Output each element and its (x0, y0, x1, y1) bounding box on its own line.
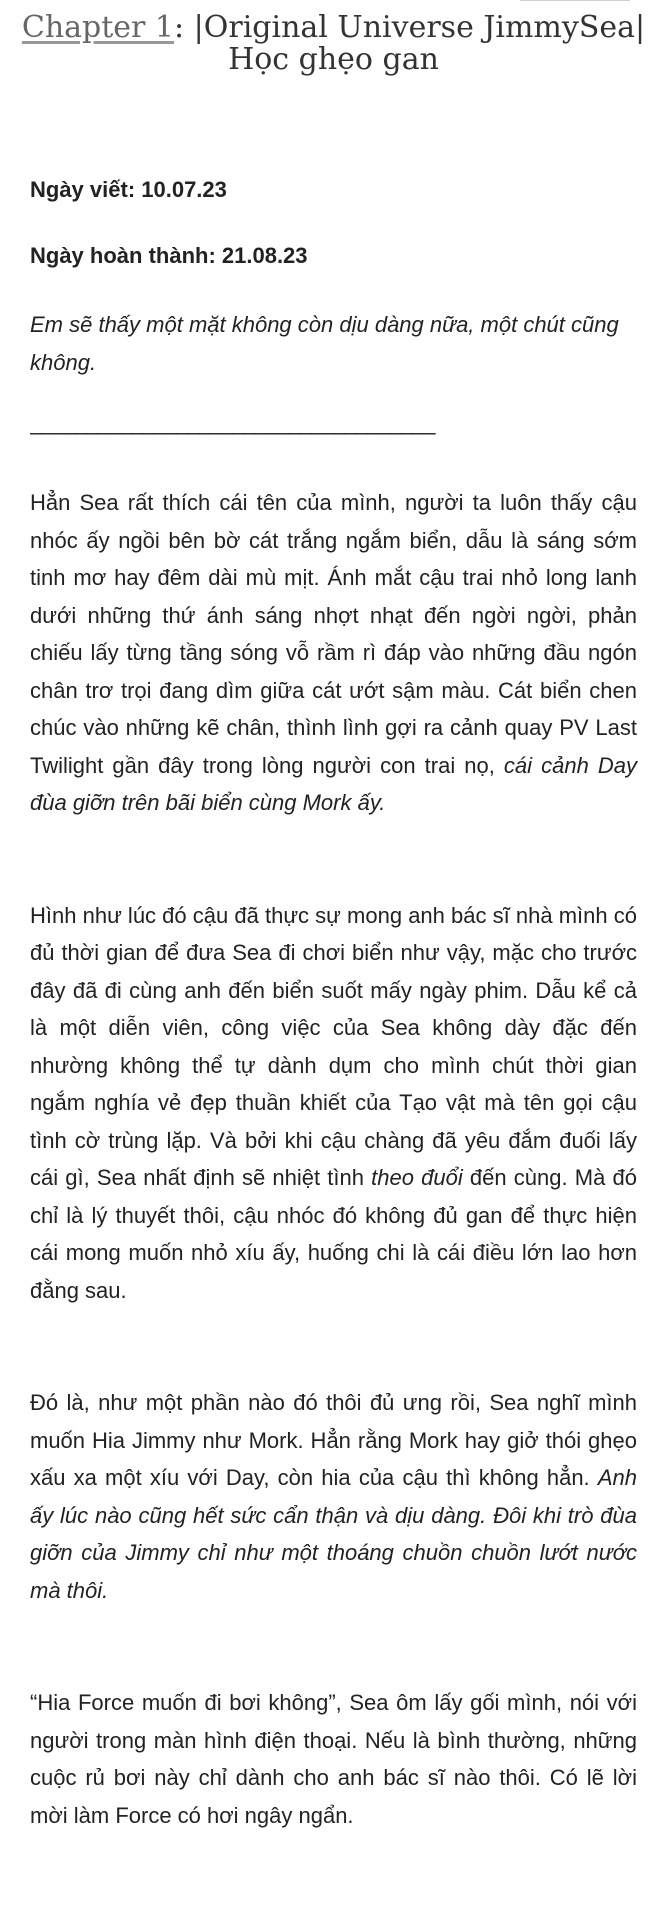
paragraph-4-text: “Hia Force muốn đi bơi không”, Sea ôm lấy gối mình, nói với người trong màn hình điện thoại. Nếu là bình thường, những cuộc rủ bơi này chỉ dành cho anh bác sĩ nào thôi. Có lẽ lời mời làm Force có hơi ngây ngẩn. (30, 1690, 637, 1828)
date-completed: Ngày hoàn thành: 21.08.23 (30, 243, 308, 268)
paragraph-3 (30, 1384, 637, 1609)
paragraph-2 (30, 897, 637, 1310)
chapter-title-text: : |Original Universe JimmySea| Học ghẹo gan (174, 10, 646, 77)
paragraph-2-text: Hình như lúc đó cậu đã thực sự mong anh bác sĩ nhà mình có đủ thời gian để đưa Sea đi chơi biển như vậy, mặc cho trước đây đã đi cùng anh đến biển suốt mấy ngày phim. Dẫu kể cả là một diễn viên, công việc của Sea không dày đặc đến nhường không thể tự dành dụm cho mình chút thời gian ngắm nghía vẻ đẹp thuần khiết của Tạo vật mà tên gọi cậu tình cờ trùng lặp. Và bởi khi cậu chàng đã yêu đắm đuối lấy cái gì, Sea nhất định sẽ nhiệt tình (30, 902, 637, 1190)
chapter-content (30, 176, 637, 1834)
epigraph: Em sẽ thấy một mặt không còn dịu dàng nữa, một chút cũng không. (30, 312, 619, 375)
paragraph-1 (30, 484, 637, 822)
chapter-link[interactable]: Chapter 1 (21, 10, 175, 45)
chapter-title (0, 12, 667, 76)
paragraph-1-italic: cái cảnh Day đùa giỡn trên bãi biển cùng Mork ấy. (30, 752, 637, 815)
paragraph-1-text: Hẳn Sea rất thích cái tên của mình, người ta luôn thấy cậu nhóc ấy ngồi bên bờ cát trắng ngắm biển, dẫu là sáng sớm tinh mơ hay đêm dài mù mịt. Ánh mắt cậu trai nhỏ long lanh dưới những thứ ánh sáng nhợt nhạt đến ngời ngời, phản chiếu lấy từng tầng sóng vỗ rầm rì đáp vào những đầu ngón chân trơ trọi đang dìm giữa cát ướt sậm màu. Cát biển chen chúc vào những kẽ chân, thình lình gợi ra cảnh quay PV Last Twilight gần đây trong lòng người con trai nọ, (30, 490, 637, 778)
paragraph-4 (30, 1684, 637, 1834)
paragraph-3-italic: Anh ấy lúc nào cũng hết sức cẩn thận và dịu dàng. Đôi khi trò đùa giỡn của Jimmy chỉ như một thoáng chuồn chuồn lướt nước mà thôi. (30, 1465, 637, 1603)
paragraph-2-text-end: đến cùng. Mà đó chỉ là lý thuyết thôi, cậu nhóc đó không đủ gan để thực hiện cái mong muốn nhỏ xíu ấy, huống chi là cái điều lớn lao hơn đằng sau. (30, 1165, 637, 1303)
paragraph-2-italic: theo đuổi (371, 1165, 463, 1190)
date-written: Ngày viết: 10.07.23 (30, 177, 227, 202)
paragraph-3-text: Đó là, như một phần nào đó thôi đủ ưng rồi, Sea nghĩ mình muốn Hia Jimmy như Mork. Hẳn rằng Mork hay giở thói ghẹo xấu xa một xíu với Day, còn hia của cậu thì không hẳn. (30, 1390, 637, 1490)
text-divider: ____________________________________ (30, 410, 435, 435)
top-divider-line (520, 0, 630, 1)
